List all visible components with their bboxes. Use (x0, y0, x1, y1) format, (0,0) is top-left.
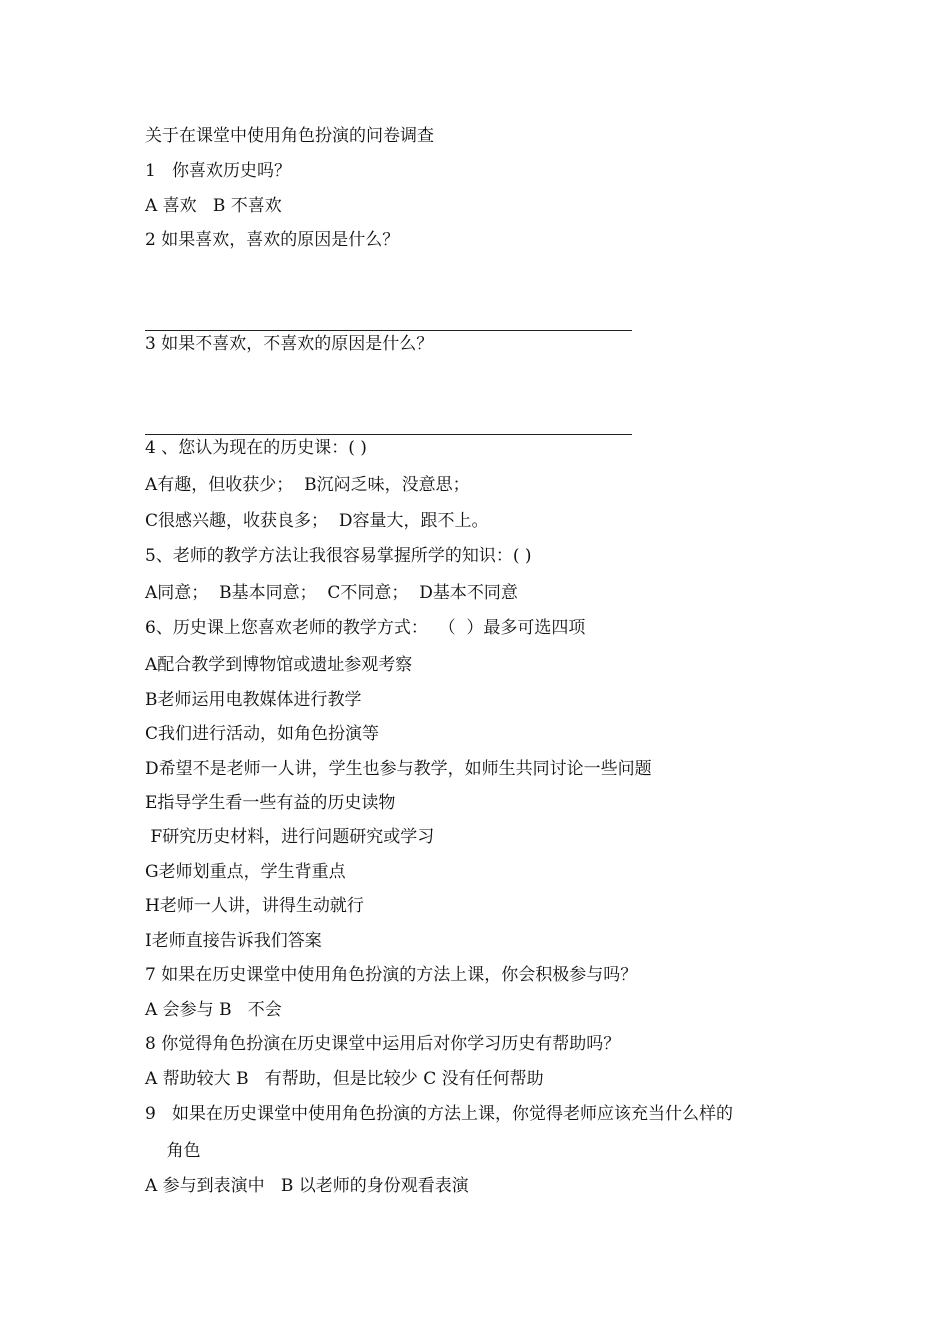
question-5-options: A同意； B基本同意； C不同意； D基本不同意 (145, 583, 518, 603)
question-4-options-2: C很感兴趣，收获良多； D容量大，跟不上。 (145, 511, 489, 531)
question-3: 3 如果不喜欢，不喜欢的原因是什么？ (145, 334, 434, 354)
answer-line-q2 (145, 330, 632, 331)
question-6-option-b: B老师运用电教媒体进行教学 (145, 690, 362, 710)
question-7-options: A 会参与 B 不会 (145, 1000, 282, 1020)
question-9-options: A 参与到表演中 B 以老师的身份观看表演 (145, 1176, 469, 1196)
question-9-line-1: 9 如果在历史课堂中使用角色扮演的方法上课，你觉得老师应该充当什么样的 (145, 1104, 734, 1124)
question-8: 8 你觉得角色扮演在历史课堂中运用后对你学习历史有帮助吗？ (145, 1034, 621, 1054)
question-5: 5、老师的教学方法让我很容易掌握所学的知识：( ) (145, 546, 532, 566)
question-6-option-d: D希望不是老师一人讲，学生也参与教学，如师生共同讨论一些问题 (145, 759, 652, 779)
question-6: 6、历史课上您喜欢老师的教学方式： （ ）最多可选四项 (145, 618, 586, 638)
question-7: 7 如果在历史课堂中使用角色扮演的方法上课，你会积极参与吗？ (145, 965, 638, 985)
question-4-options-1: A有趣，但收获少； B沉闷乏味，没意思； (145, 475, 470, 495)
question-6-option-a: A配合教学到博物馆或遗址参观考察 (145, 655, 413, 675)
question-6-option-h: H老师一人讲，讲得生动就行 (145, 896, 364, 916)
question-8-options: A 帮助较大 B 有帮助，但是比较少 C 没有任何帮助 (145, 1069, 544, 1089)
question-6-option-c: C我们进行活动，如角色扮演等 (145, 724, 380, 744)
question-6-option-g: G老师划重点，学生背重点 (145, 862, 346, 882)
answer-line-q3 (145, 434, 632, 435)
question-2: 2 如果喜欢，喜欢的原因是什么？ (145, 230, 400, 250)
question-6-option-e: E指导学生看一些有益的历史读物 (145, 793, 396, 813)
question-1-options: A 喜欢 B 不喜欢 (145, 196, 282, 216)
question-9-line-2: 角色 (145, 1141, 201, 1161)
question-1: 1 你喜欢历史吗？ (145, 161, 292, 181)
survey-title: 关于在课堂中使用角色扮演的问卷调查 (145, 126, 434, 146)
question-4: 4 、您认为现在的历史课：( ) (145, 438, 367, 458)
question-6-option-i: I老师直接告诉我们答案 (145, 931, 322, 951)
question-6-option-f: F研究历史材料，进行问题研究或学习 (145, 827, 435, 847)
